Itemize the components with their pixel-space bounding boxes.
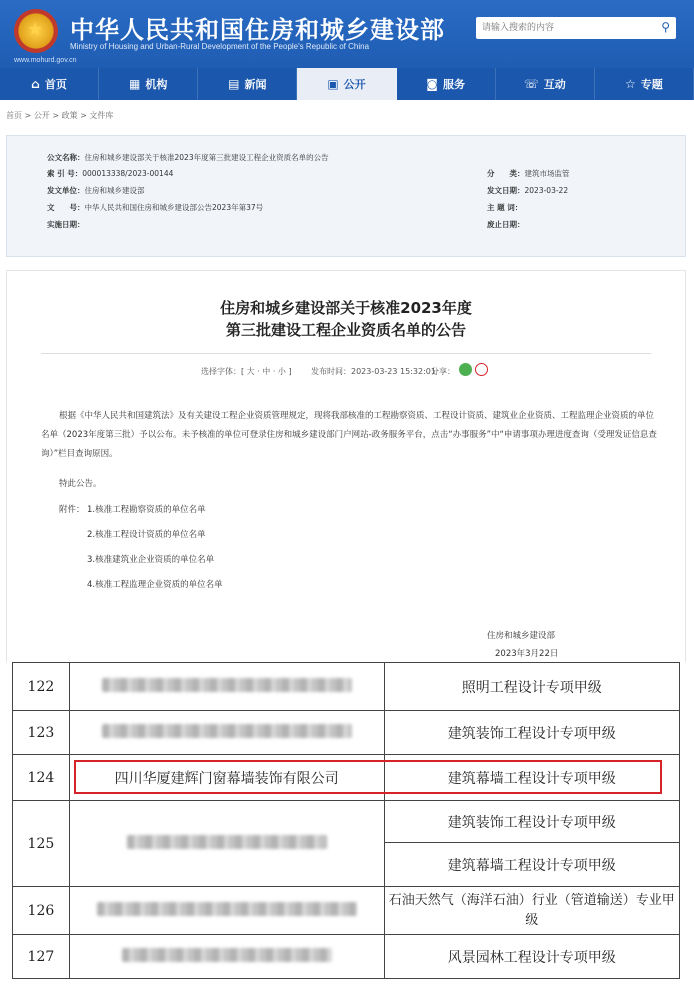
info-abolish-date xyxy=(487,219,525,230)
info-value: 住房和城乡建设部关于核准2023年度第三批建设工程企业资质名单的公告 xyxy=(84,153,329,162)
nav-item-organization[interactable] xyxy=(99,68,198,100)
qualification: 建筑装饰工程设计专项甲级 xyxy=(384,801,679,843)
service-icon: ◙ xyxy=(426,77,438,91)
info-issuer xyxy=(47,185,145,196)
search-icon[interactable]: ⚲ xyxy=(661,20,670,34)
company-name-blurred xyxy=(69,663,384,711)
company-name-blurred xyxy=(69,887,384,935)
info-value: 000013338/2023-00144 xyxy=(82,169,174,178)
building-icon: ▦ xyxy=(129,77,141,91)
info-label: 公文名称： xyxy=(47,153,85,162)
info-doc-name xyxy=(47,152,329,163)
article-body: 根据《中华人民共和国建筑法》及有关建设工程企业资质管理规定，现将我部核准的工程勘察资质、工程设计资质、建筑业企业资质、工程监理企业资质的单位名单（2023年度第三批）予以公布。未予核准的单位可登录住房和城乡建设部门户网站-政务服务平台，点击“办事服务”中“申请事项办理进度查询（受理发证信息查询）”栏目查询原因。 xyxy=(41,411,657,459)
table-row xyxy=(13,801,680,843)
article-content xyxy=(6,270,686,664)
signature: 住房和城乡建设部 xyxy=(487,631,556,641)
article-title-line1: 住房和城乡建设部关于核准2023年度 xyxy=(220,299,472,317)
qualification: 建筑幕墙工程设计专项甲级 xyxy=(384,755,679,801)
search-input[interactable] xyxy=(480,19,654,37)
document-info-box xyxy=(6,135,686,257)
news-icon: ▤ xyxy=(228,77,240,91)
table-row xyxy=(13,711,680,755)
qualification: 石油天然气（海洋石油）行业（管道输送）专业甲级 xyxy=(384,887,679,935)
info-label: 发文日期： xyxy=(487,186,525,195)
home-icon: ⌂ xyxy=(31,77,40,91)
nav-item-service[interactable] xyxy=(397,68,496,100)
table-row xyxy=(13,663,680,711)
company-name: 四川华厦建辉门窗幕墙装饰有限公司 xyxy=(69,755,384,801)
site-title[interactable]: 中华人民共和国住房和城乡建设部 xyxy=(70,16,445,44)
attachment-link[interactable]: 4.核准工程监理企业资质的单位名单 xyxy=(87,580,223,590)
info-label: 实施日期： xyxy=(47,220,85,229)
qualification: 风景园林工程设计专项甲级 xyxy=(384,935,679,979)
national-emblem-icon[interactable]: ★ xyxy=(14,9,58,53)
breadcrumb[interactable]: 首页 > 公开 > 政策 > 文件库 xyxy=(6,111,114,120)
info-label: 索 引 号： xyxy=(47,169,83,178)
qualification: 建筑装饰工程设计专项甲级 xyxy=(384,711,679,755)
row-number: 124 xyxy=(13,755,70,801)
qualification: 建筑幕墙工程设计专项甲级 xyxy=(384,843,679,887)
nav-item-interact[interactable] xyxy=(496,68,595,100)
table-row xyxy=(13,887,680,935)
search-box xyxy=(476,17,676,39)
nav-label: 专题 xyxy=(640,78,663,91)
notice-text: 特此公告。 xyxy=(59,479,102,489)
weibo-share-icon[interactable] xyxy=(475,363,488,376)
share-label: 分享： xyxy=(431,367,455,376)
company-name-blurred xyxy=(69,935,384,979)
highlight-box xyxy=(74,760,662,794)
font-size-selector[interactable]: 选择字体：[ 大 · 中 · 小 ] xyxy=(201,367,292,376)
nav-item-news[interactable] xyxy=(198,68,297,100)
attachment-link[interactable]: 3.核准建筑业企业资质的单位名单 xyxy=(87,555,215,565)
table-row xyxy=(13,935,680,979)
info-topic xyxy=(487,202,522,213)
nav-label: 机构 xyxy=(145,78,168,91)
attachments-label: 附件： xyxy=(59,505,85,515)
info-value: 住房和城乡建设部 xyxy=(84,186,145,195)
article-title-line2: 第三批建设工程企业资质名单的公告 xyxy=(225,321,466,339)
nav-label: 公开 xyxy=(343,78,366,91)
nav-label: 互动 xyxy=(543,78,566,91)
sign-date: 2023年3月22日 xyxy=(495,649,559,659)
qualification: 照明工程设计专项甲级 xyxy=(384,663,679,711)
row-number: 122 xyxy=(13,663,70,711)
main-nav xyxy=(0,68,694,100)
chat-icon: ☏ xyxy=(523,77,539,91)
row-number: 123 xyxy=(13,711,70,755)
publish-time: 发布时间：2023-03-23 15:32:01 xyxy=(311,367,436,376)
star-icon: ☆ xyxy=(625,77,636,91)
info-doc-no xyxy=(47,202,263,213)
info-value: 建筑市场监管 xyxy=(524,169,570,178)
site-subtitle: Ministry of Housing and Urban-Rural Development of the People's Republic of China xyxy=(70,42,370,51)
info-value: 中华人民共和国住房和城乡建设部公告2023年第37号 xyxy=(84,203,264,212)
nav-item-public[interactable] xyxy=(297,68,396,100)
info-date xyxy=(487,185,568,196)
nav-item-home[interactable] xyxy=(0,68,99,100)
attachment-link[interactable]: 2.核准工程设计资质的单位名单 xyxy=(87,530,206,540)
site-url: www.mohurd.gov.cn xyxy=(14,57,77,64)
row-number: 127 xyxy=(13,935,70,979)
info-label: 分 类： xyxy=(487,169,525,178)
info-impl-date xyxy=(47,219,85,230)
site-header xyxy=(0,0,694,68)
attachment-link[interactable]: 1.核准工程勘察资质的单位名单 xyxy=(87,505,206,515)
nav-label: 首页 xyxy=(44,78,67,91)
info-category xyxy=(487,168,570,179)
qualification-table xyxy=(12,662,680,979)
row-number: 126 xyxy=(13,887,70,935)
info-value: 2023-03-22 xyxy=(524,186,569,195)
nav-item-topic[interactable] xyxy=(595,68,694,100)
info-label: 废止日期： xyxy=(487,220,525,229)
document-icon: ▣ xyxy=(327,77,339,91)
company-name-blurred xyxy=(69,711,384,755)
nav-label: 服务 xyxy=(442,78,465,91)
info-label: 发文单位： xyxy=(47,186,85,195)
company-name-blurred xyxy=(69,801,384,887)
title-divider xyxy=(41,353,651,354)
info-label: 文 号： xyxy=(47,203,85,212)
row-number: 125 xyxy=(13,801,70,887)
info-label: 主 题 词： xyxy=(487,203,523,212)
info-index xyxy=(47,168,173,179)
wechat-share-icon[interactable] xyxy=(459,363,472,376)
qualification-table-area xyxy=(6,662,686,992)
nav-label: 新闻 xyxy=(244,78,267,91)
